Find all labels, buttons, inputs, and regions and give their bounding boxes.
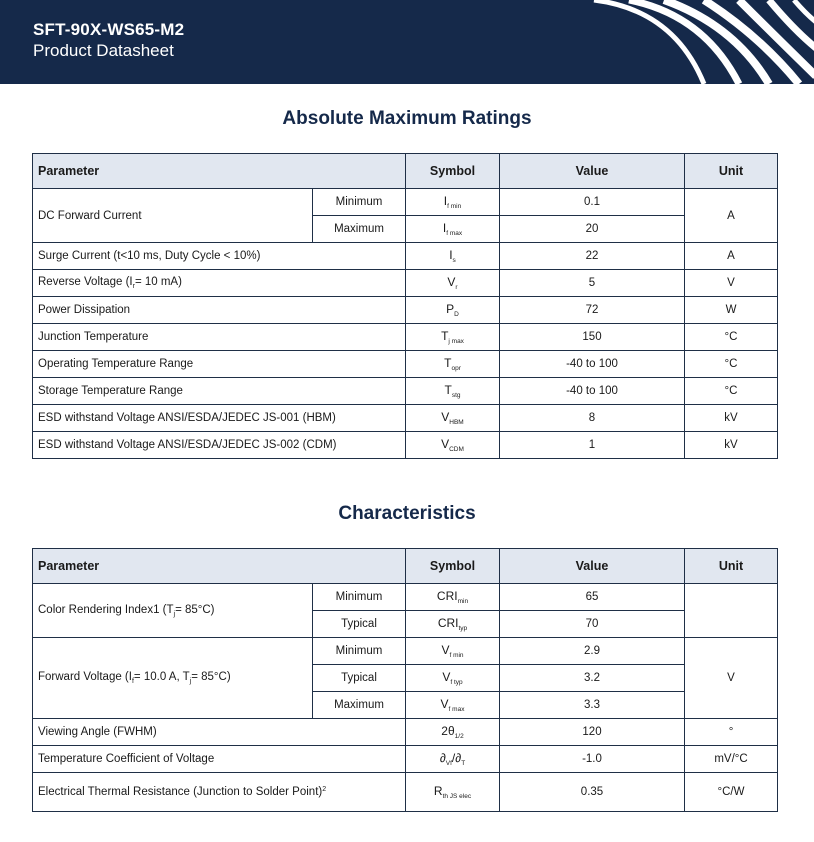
col-parameter: Parameter: [33, 549, 406, 584]
sub-param-cell: Typical: [313, 611, 406, 638]
symbol-cell: $R_{th JS elec}$: [406, 773, 500, 812]
param-cell: ESD withstand Voltage ANSI/ESDA/JEDEC JS-002 (CDM): [33, 432, 406, 459]
param-cell: Forward Voltage ($I_f= 10.0$ A, $T_j= 85^\circ C$): [33, 638, 313, 719]
table-row: [33, 297, 778, 324]
col-symbol: Symbol: [406, 549, 500, 584]
symbol-cell: $V_r$: [406, 270, 500, 297]
table-row: [33, 270, 778, 297]
value-cell: 3.3: [500, 692, 685, 719]
characteristics-table: [32, 548, 778, 812]
value-cell: 120: [500, 719, 685, 746]
param-cell: DC Forward Current: [33, 189, 313, 243]
amr-title: Absolute Maximum Ratings: [282, 108, 532, 129]
table-row: [33, 773, 778, 812]
symbol-cell: $2\theta_{1/2}$: [406, 719, 500, 746]
table-header-row: [33, 549, 778, 584]
value-cell: 65: [500, 584, 685, 611]
col-value: Value: [500, 549, 685, 584]
symbol-cell: $T_{j max}$: [406, 324, 500, 351]
unit-cell: A: [685, 189, 778, 243]
unit-cell: W: [685, 297, 778, 324]
value-cell: 8: [500, 405, 685, 432]
col-unit: Unit: [685, 549, 778, 584]
symbol-cell: $I_s$: [406, 243, 500, 270]
sub-param-cell: Maximum: [313, 692, 406, 719]
param-cell: ESD withstand Voltage ANSI/ESDA/JEDEC JS-001 (HBM): [33, 405, 406, 432]
unit-cell: °: [685, 719, 778, 746]
value-cell: 5: [500, 270, 685, 297]
table-row: [33, 638, 778, 665]
sub-param-cell: Maximum: [313, 216, 406, 243]
param-cell: Reverse Voltage ($I_r= 10$ mA): [33, 270, 406, 297]
symbol-cell: $V_{CDM}$: [406, 432, 500, 459]
value-cell: -1.0: [500, 746, 685, 773]
table-row: [33, 719, 778, 746]
table-row: [33, 746, 778, 773]
brand-stripes-graphic: [554, 0, 814, 84]
unit-cell: V: [685, 638, 778, 719]
unit-cell: [685, 584, 778, 638]
table-row: [33, 405, 778, 432]
symbol-cell: $I_{f max}$: [406, 216, 500, 243]
param-cell: Junction Temperature: [33, 324, 406, 351]
document-subtitle: Product Datasheet: [33, 41, 174, 60]
param-cell: Power Dissipation: [33, 297, 406, 324]
symbol-cell: $V_{f typ}$: [406, 665, 500, 692]
value-cell: 2.9: [500, 638, 685, 665]
param-cell: Storage Temperature Range: [33, 378, 406, 405]
value-cell: 20: [500, 216, 685, 243]
unit-cell: °C: [685, 351, 778, 378]
unit-cell: °C: [685, 378, 778, 405]
part-number: SFT-90X-WS65-M2: [33, 20, 185, 39]
sub-param-cell: Typical: [313, 665, 406, 692]
symbol-cell: $T_{stg}$: [406, 378, 500, 405]
header-banner: [0, 0, 814, 84]
param-cell: Temperature Coefficient of Voltage: [33, 746, 406, 773]
sub-param-cell: Minimum: [313, 638, 406, 665]
param-cell: Operating Temperature Range: [33, 351, 406, 378]
value-cell: 0.35: [500, 773, 685, 812]
col-value: Value: [500, 154, 685, 189]
value-cell: 72: [500, 297, 685, 324]
value-cell: -40 to 100: [500, 351, 685, 378]
symbol-cell: $V_{f min}$: [406, 638, 500, 665]
table-row: [33, 243, 778, 270]
characteristics-title: Characteristics: [338, 503, 476, 524]
table-row: [33, 351, 778, 378]
value-cell: 1: [500, 432, 685, 459]
unit-cell: A: [685, 243, 778, 270]
value-cell: 70: [500, 611, 685, 638]
symbol-cell: $V_{f max}$: [406, 692, 500, 719]
table-row: [33, 378, 778, 405]
value-cell: 3.2: [500, 665, 685, 692]
table-row: [33, 584, 778, 611]
symbol-cell: $T_{opr}$: [406, 351, 500, 378]
symbol-cell: $V_{HBM}$: [406, 405, 500, 432]
param-cell: Color Rendering Index1 $(T_j= 85^\circ C)$: [33, 584, 313, 638]
unit-cell: kV: [685, 432, 778, 459]
symbol-cell: $CRI_{typ}$: [406, 611, 500, 638]
symbol-cell: $\partial_{Vf}/\partial_T$: [406, 746, 500, 773]
symbol-cell: $I_{f min}$: [406, 189, 500, 216]
amr-table: [32, 153, 778, 459]
value-cell: -40 to 100: [500, 378, 685, 405]
symbol-cell: $CRI_{min}$: [406, 584, 500, 611]
sub-param-cell: Minimum: [313, 584, 406, 611]
value-cell: 150: [500, 324, 685, 351]
param-cell: Surge Current (t<10 ms, Duty Cycle < 10%): [33, 243, 406, 270]
param-cell: Electrical Thermal Resistance (Junction to Solder Point)$^2$: [33, 773, 406, 812]
unit-cell: °C/W: [685, 773, 778, 812]
unit-cell: °C: [685, 324, 778, 351]
table-row: [33, 324, 778, 351]
col-parameter: Parameter: [33, 154, 406, 189]
table-header-row: [33, 154, 778, 189]
sub-param-cell: Minimum: [313, 189, 406, 216]
col-unit: Unit: [685, 154, 778, 189]
unit-cell: kV: [685, 405, 778, 432]
unit-cell: mV/°C: [685, 746, 778, 773]
col-symbol: Symbol: [406, 154, 500, 189]
unit-cell: V: [685, 270, 778, 297]
table-row: [33, 189, 778, 216]
param-cell: Viewing Angle (FWHM): [33, 719, 406, 746]
value-cell: 0.1: [500, 189, 685, 216]
symbol-cell: $P_D$: [406, 297, 500, 324]
table-row: [33, 432, 778, 459]
value-cell: 22: [500, 243, 685, 270]
